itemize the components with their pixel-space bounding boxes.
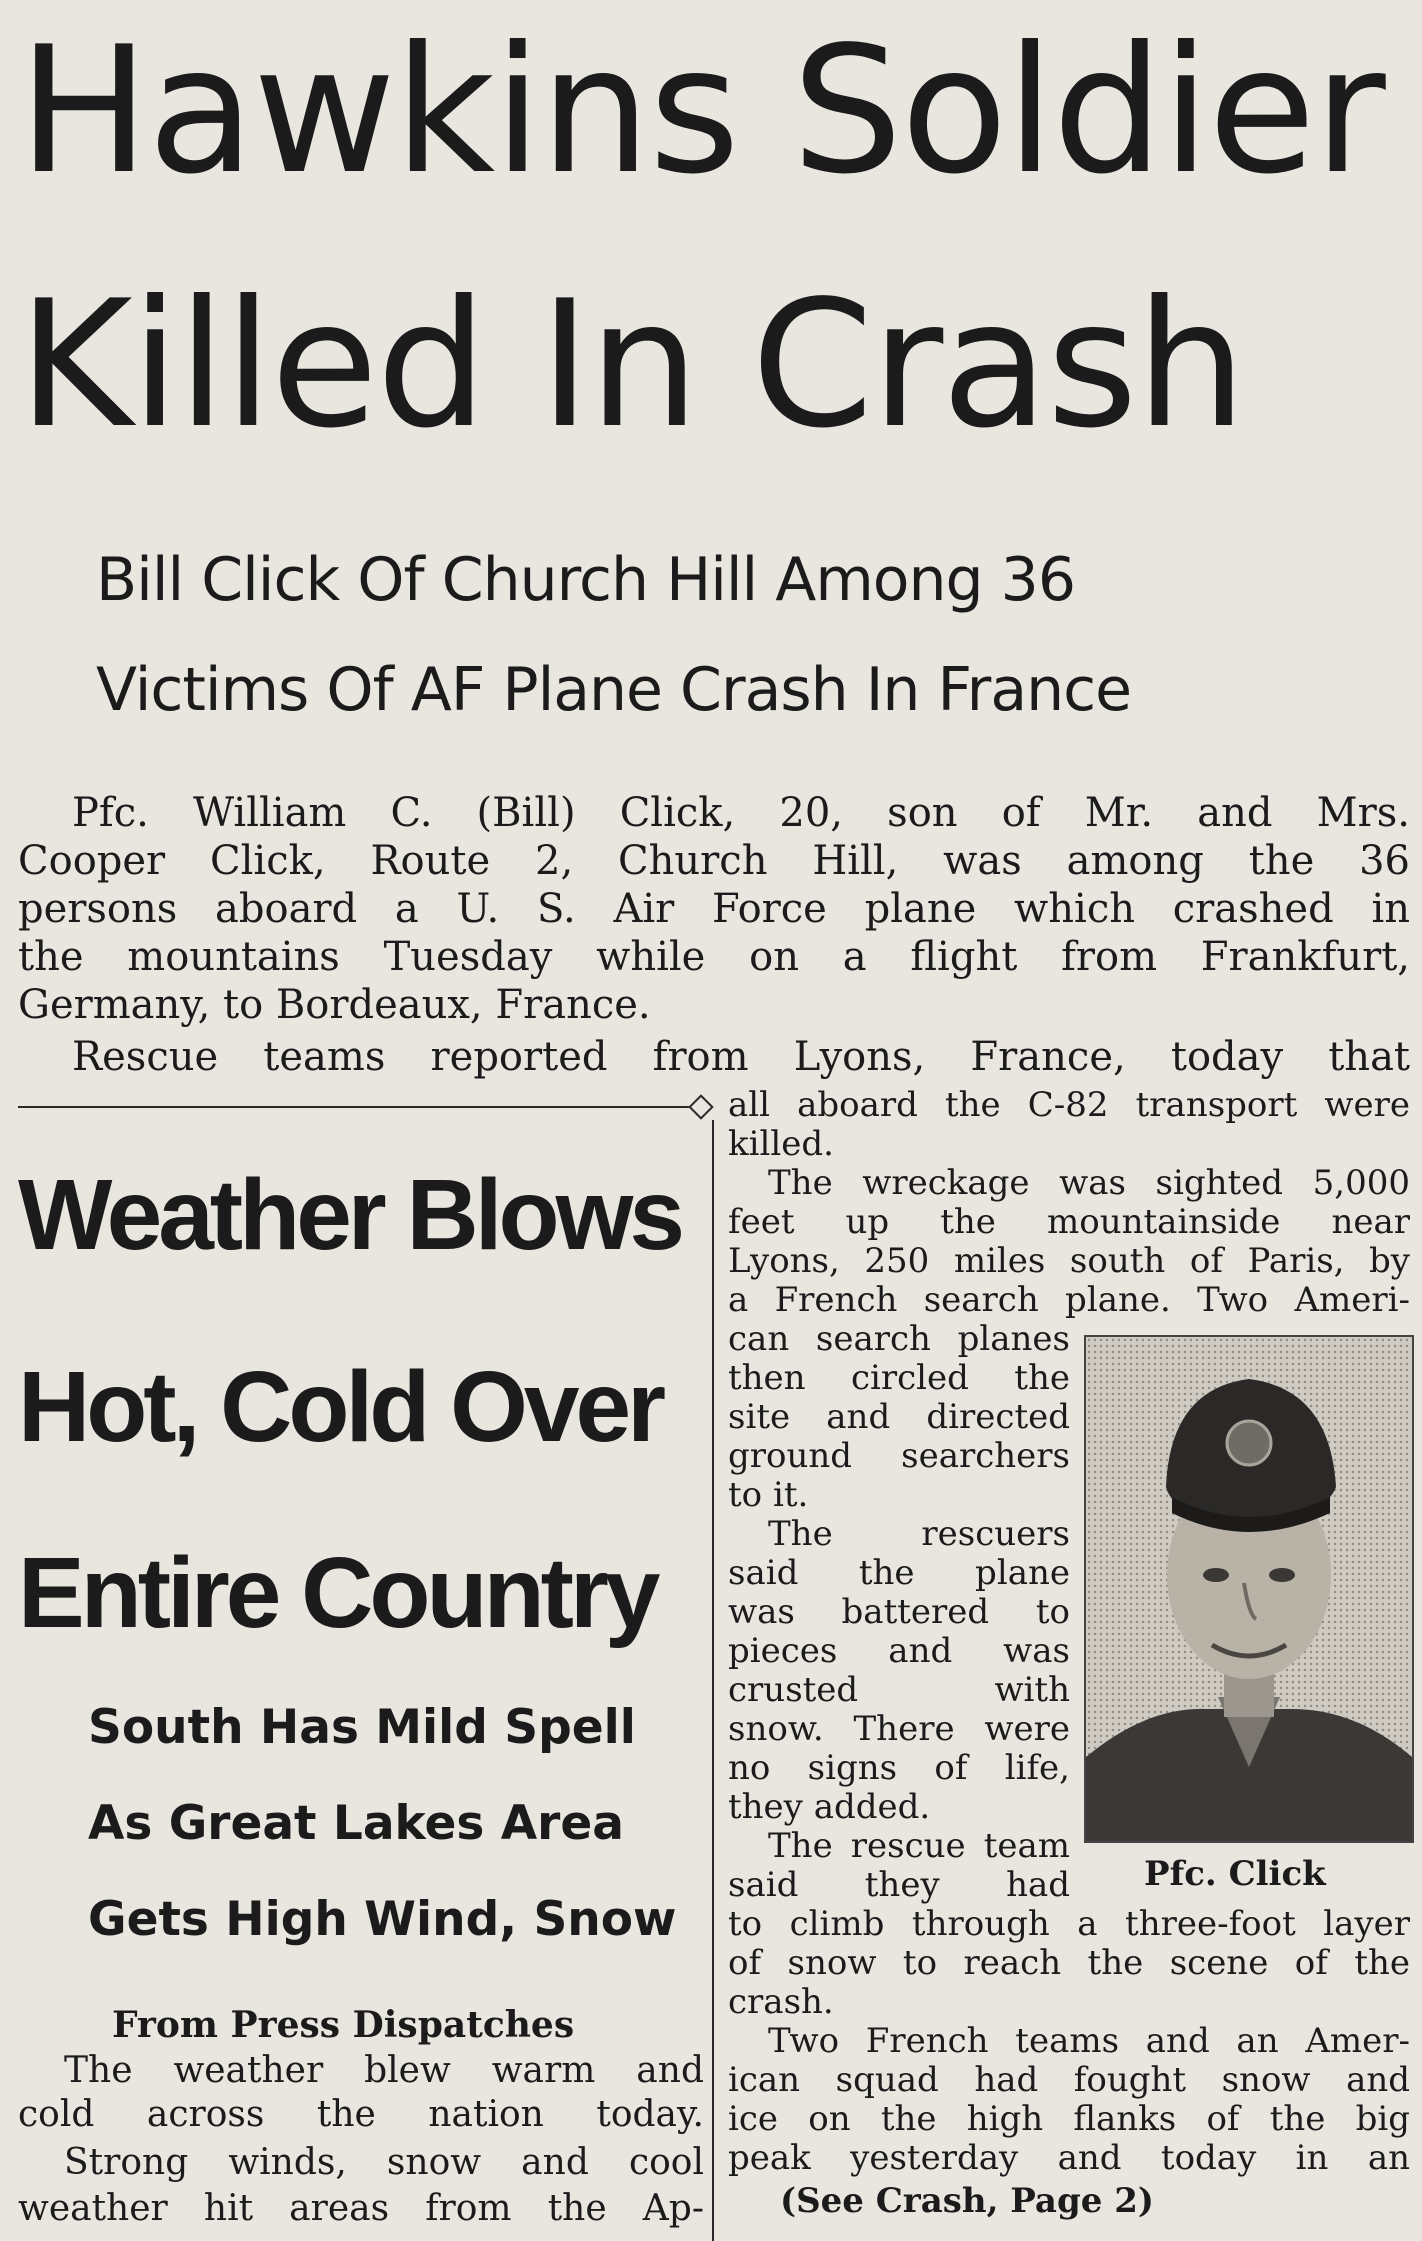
crash-line: The rescue team — [768, 1826, 1070, 1866]
crash-line: to climb through a three-foot layer — [728, 1904, 1410, 1944]
crash-line: ican squad had fought snow and — [728, 2060, 1410, 2100]
crash-line: crusted with — [728, 1670, 1070, 1710]
column-rule-horizontal — [18, 1106, 698, 1108]
crash-line: The wreckage was sighted 5,000 — [768, 1163, 1410, 1203]
crash-line: of snow to reach the scene of the — [728, 1943, 1410, 1983]
weather-headline-line-1: Weather Blows — [18, 1159, 681, 1271]
weather-deck-line-1: South Has Mild Spell — [88, 1700, 636, 1755]
crash-line: ground searchers — [728, 1436, 1070, 1476]
crash-line: was battered to — [728, 1592, 1070, 1632]
lead-line: Cooper Click, Route 2, Church Hill, was among the 36 — [18, 838, 1410, 884]
crash-line: Lyons, 250 miles south of Paris, by — [728, 1241, 1410, 1281]
weather-headline-line-3: Entire Country — [18, 1537, 657, 1649]
crash-line: they added. — [728, 1787, 931, 1827]
weather-body-line: weather hit areas from the Ap- — [18, 2188, 704, 2229]
lead-line: persons aboard a U. S. Air Force plane which crashed in — [18, 886, 1410, 932]
main-deck-line-1: Bill Click Of Church Hill Among 36 — [96, 545, 1076, 615]
soldier-portrait-photo — [1084, 1335, 1414, 1843]
lead-line: Germany, to Bordeaux, France. — [18, 982, 651, 1028]
weather-body-line: The weather blew warm and — [64, 2050, 704, 2091]
lead-line: Rescue teams reported from Lyons, France, today that — [72, 1034, 1410, 1080]
crash-line: killed. — [728, 1124, 834, 1164]
crash-line: The rescuers — [768, 1514, 1070, 1554]
lead-line: the mountains Tuesday while on a flight from Frankfurt, — [18, 934, 1410, 980]
crash-line: ice on the high flanks of the big — [728, 2099, 1410, 2139]
crash-line: said the plane — [728, 1553, 1070, 1593]
rule-diamond-ornament — [688, 1094, 713, 1119]
photo-caption: Pfc. Click — [1144, 1854, 1326, 1894]
weather-body-line: cold across the nation today. — [18, 2094, 704, 2135]
crash-line: pieces and was — [728, 1631, 1070, 1671]
weather-deck-line-3: Gets High Wind, Snow — [88, 1892, 677, 1947]
crash-line: a French search plane. Two Ameri- — [728, 1280, 1410, 1320]
weather-body-line: Strong winds, snow and cool — [64, 2142, 704, 2183]
soldier-portrait-illustration — [1086, 1337, 1412, 1841]
crash-line: crash. — [728, 1982, 834, 2022]
crash-line: said they had — [728, 1865, 1070, 1905]
lead-line: Pfc. William C. (Bill) Click, 20, son of Mr. and Mrs. — [72, 790, 1410, 836]
main-headline-line-1: Hawkins Soldier — [18, 10, 1384, 213]
crash-line: no signs of life, — [728, 1748, 1070, 1788]
column-rule-vertical — [712, 1120, 714, 2241]
crash-line: can search planes — [728, 1319, 1070, 1359]
crash-line: all aboard the C-82 transport were — [728, 1085, 1410, 1125]
crash-line: site and directed — [728, 1397, 1070, 1437]
weather-headline-line-2: Hot, Cold Over — [18, 1351, 663, 1463]
crash-line: then circled the — [728, 1358, 1070, 1398]
weather-deck-line-2: As Great Lakes Area — [88, 1796, 624, 1851]
crash-line: peak yesterday and today in an — [728, 2138, 1410, 2178]
crash-line: to it. — [728, 1475, 809, 1515]
crash-line: Two French teams and an Amer- — [768, 2021, 1410, 2061]
crash-line: feet up the mountainside near — [728, 1202, 1410, 1242]
crash-line: snow. There were — [728, 1709, 1070, 1749]
weather-byline: From Press Dispatches — [112, 2004, 575, 2046]
main-deck-line-2: Victims Of AF Plane Crash In France — [96, 655, 1132, 725]
crash-jump-line: (See Crash, Page 2) — [780, 2181, 1154, 2221]
main-headline-line-2: Killed In Crash — [18, 264, 1245, 467]
